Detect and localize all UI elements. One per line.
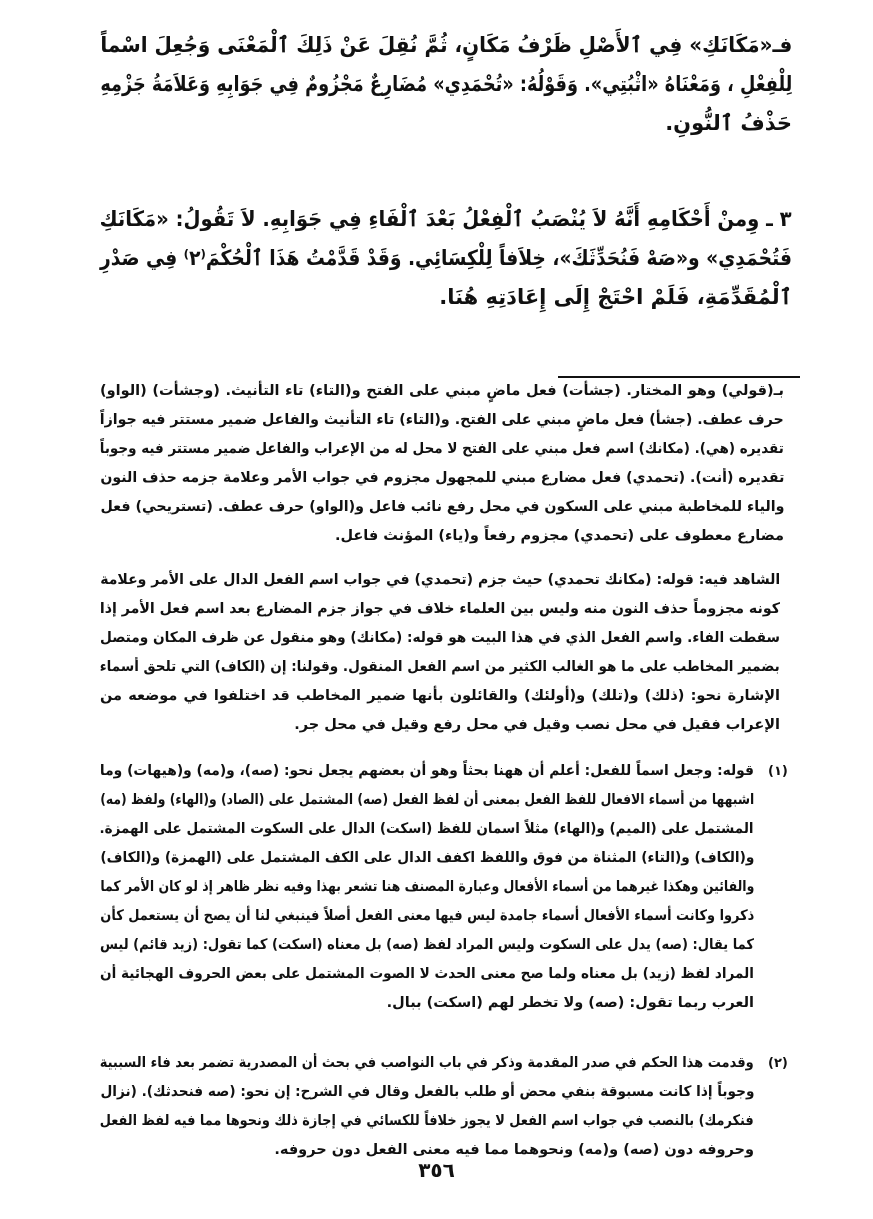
text-line-content: بضمير المخاطب على ما هو الغالب الكثير من اسم الفعل المنقول. وقولنا: إن (الكاف) التي تلحق أسماء xyxy=(100,659,780,675)
text-line xyxy=(100,493,784,522)
text-line-content: تقديره (هي). (مكانك) اسم فعل مبني على الفتح لا محل له من الإعراب والفاعل ضمير مستتر فيه وجوباً xyxy=(100,441,784,457)
text-line xyxy=(100,278,792,317)
text-line xyxy=(100,711,780,740)
text-line-content: والفائين وهكذا غيرهما من أسماء الأفعال وعبارة المصنف هنا تشعر بهذا وفيه نظر ظاهر إذ لو كان الأمر كما xyxy=(100,879,754,895)
text-line-content: وقدمت هذا الحكم في صدر المقدمة وذكر في باب النواصب في بحث أن المصدرية تضمر بعد فاء السببية xyxy=(100,1055,754,1071)
footnote-2-number: (٢) xyxy=(768,1056,788,1071)
text-line xyxy=(100,1078,754,1107)
footnote-1 xyxy=(100,757,754,1018)
text-line-content: تقديره (أنت). (تحمدي) فعل مضارع مبني للمجهول مجزوم في جواب الأمر وعلامة جزمه حذف النون xyxy=(100,470,784,486)
text-line-content: وجوباً إذا كانت مسبوقة بنفي محض أو طلب بالفعل وقال في الشرح: إن نحو: (صه فنحدثك). (نزال xyxy=(100,1084,754,1100)
text-line-content: ٱلْمُقَدِّمَةِ، فَلَمْ احْتَجْ إِلَى إِعَادَتِهِ هُنَا. xyxy=(439,285,792,309)
text-line-content: قوله: وجعل اسماً للفعل: أعلم أن ههنا بحثاً وهو أن بعضهم يجعل نحو: (صه)، و(مه) و(هيهات) وما xyxy=(100,763,754,779)
main-paragraph-1 xyxy=(100,26,792,143)
text-line xyxy=(100,200,792,239)
text-line xyxy=(100,931,754,960)
text-line xyxy=(100,844,754,873)
text-line-content: ٣ ـ وِمنْ أَحْكَامِهِ أَنَّهُ لاَ يُنْصَبُ ٱلْفِعْلُ بَعْدَ ٱلْفَاءِ فِي جَوَابِهِ. لاَ تَقُولُ: «مَكَانَكِ xyxy=(100,207,792,231)
text-line xyxy=(100,682,780,711)
footnote-continuation xyxy=(100,377,784,551)
text-line-content: الإشارة نحو: (ذلك) و(تلك) و(أولئك) والقائلون بأنها ضمير المخاطب قد اختلفوا في موضعه من xyxy=(100,688,780,704)
text-line xyxy=(100,406,784,435)
text-line xyxy=(100,1107,754,1136)
text-line-content: فَتُحْمَدِي» و«صَهْ فَنُحَدِّثَكَ»، خِلاَفاً لِلْكِسَائِي. وَقَدْ قَدَّمْتُ هَذَا ٱلْحُكْمَ⁽٢⁾ فِي صَدْرِ xyxy=(100,246,793,270)
main-paragraph-2 xyxy=(100,200,792,317)
text-line xyxy=(100,464,784,493)
text-line-content: بـ(قولي) وهو المختار. (جشأت) فعل ماضٍ مبني على الفتح و(التاء) تاء التأنيث. (وجشأت) (الواو) xyxy=(100,383,784,399)
text-line xyxy=(100,624,780,653)
text-line xyxy=(100,522,784,551)
text-line-content: المراد لفظ (زيد) بل معناه ولما صح معنى الحدث لا الصوت المشتمل على بعض الحروف الهجائية أن xyxy=(100,966,754,982)
text-line-content: فنكرمك) بالنصب في جواب اسم الفعل لا يجوز خلافاً للكسائي في إجازة ذلك ونحوها مما فيه لفظ الفعل xyxy=(100,1113,754,1129)
text-line-content: الشاهد فيه: قوله: (مكانك تحمدي) حيث جزم (تحمدي) في جواب اسم الفعل الدال على الأمر وعلامة xyxy=(100,572,780,588)
text-line xyxy=(100,566,780,595)
text-line xyxy=(100,239,792,278)
text-line xyxy=(100,653,780,682)
text-line-content: و(الكاف) و(التاء) المثناة من فوق واللفظ اكفف الدال على الكف المشتمل على (الهمزة) و(الكاف) xyxy=(100,850,754,866)
text-line xyxy=(100,873,754,902)
text-line xyxy=(100,104,792,143)
text-line xyxy=(100,65,792,104)
text-line-content: لِلْفِعْلِ ، وَمَعْنَاهُ «اثْبُتِي». وَقَوْلُهُ: «تُحْمَدِي» مُضَارِعٌ مَجْزُومٌ فِي جَوَابِهِ وَعَلاَمَةُ جَزْمِهِ xyxy=(100,72,792,96)
text-line xyxy=(100,815,754,844)
text-line-content: والياء للمخاطبة مبني على السكون في محل رفع نائب فاعل و(الواو) حرف عطف. (تستريحي) فعل xyxy=(100,499,784,515)
text-line-content: فـ«مَكَانَكِ» فِي ٱلأَصْلِ ظَرْفُ مَكَانٍ، ثُمَّ نُقِلَ عَنْ ذَلِكَ ٱلْمَعْنَى وَجُعِلَ اسْماً xyxy=(100,33,792,57)
text-line xyxy=(100,1049,754,1078)
text-line xyxy=(100,902,754,931)
text-line xyxy=(100,960,754,989)
text-line-content: الإعراب فقيل في محل نصب وقيل في محل رفع وقيل في محل جر. xyxy=(294,717,780,733)
footnote-1-number: (١) xyxy=(768,764,788,779)
text-line xyxy=(100,786,754,815)
text-line xyxy=(100,989,754,1018)
text-line-content: المشتمل على (الميم) و(الهاء) مثلاً اسمان للفظ (اسكت) الدال على السكوت المشتمل على الهمزة. xyxy=(100,821,754,837)
text-line-content: حرف عطف. (جشأ) فعل ماضٍ مبني على الفتح. و(التاء) تاء التأنيث والفاعل ضمير مستتر فيه جوازاً xyxy=(100,412,784,428)
text-line-content: سقطت الفاء. واسم الفعل الذي في هذا البيت هو قوله: (مكانك) وهو منقول عن ظرف المكان ومتصل xyxy=(100,630,780,646)
footnote-shahid xyxy=(100,566,780,740)
text-line-content: ذكروا وكانت أسماء الأفعال أسماء جامدة ليس فيها معنى الفعل أصلاً فينبغي لنا أن يصح أن يستعمل كأن xyxy=(100,908,754,924)
text-line xyxy=(100,435,784,464)
text-line-content: اشبهها من أسماء الافعال للفظ الفعل بمعنى أن لفظ الفعل (صه) المشتمل على (الصاد) و(الهاء) ولفظ (مه) xyxy=(100,792,754,808)
page-number: ٣٥٦ xyxy=(418,1158,455,1182)
text-line xyxy=(100,757,754,786)
text-line xyxy=(100,26,792,65)
text-line-content: كما يقال: (صه) يدل على السكوت وليس المراد لفظ (صه) بل معناه (اسكت) كما تقول: (زيد قائم) ليس xyxy=(100,937,754,953)
text-line-content: مضارع معطوف على (تحمدي) مجزوم رفعاً و(ياء) المؤنث فاعل. xyxy=(334,528,784,544)
text-line-content: حَذْفُ ٱلنُّونِ. xyxy=(665,111,792,135)
text-line-content: العرب ربما تقول: (صه) ولا تخطر لهم (اسكت) ببال. xyxy=(386,995,754,1011)
text-line-content: وحروفه دون (صه) و(مه) ونحوهما مما فيه معنى الفعل دون حروفه. xyxy=(274,1142,754,1158)
text-line xyxy=(100,595,780,624)
text-line-content: كونه مجزوماً حذف النون منه وليس بين العلماء خلاف في جواز جزم المضارع بعد اسم فعل الأمر إذا xyxy=(100,601,780,617)
text-line xyxy=(100,377,784,406)
footnote-2 xyxy=(100,1049,754,1165)
